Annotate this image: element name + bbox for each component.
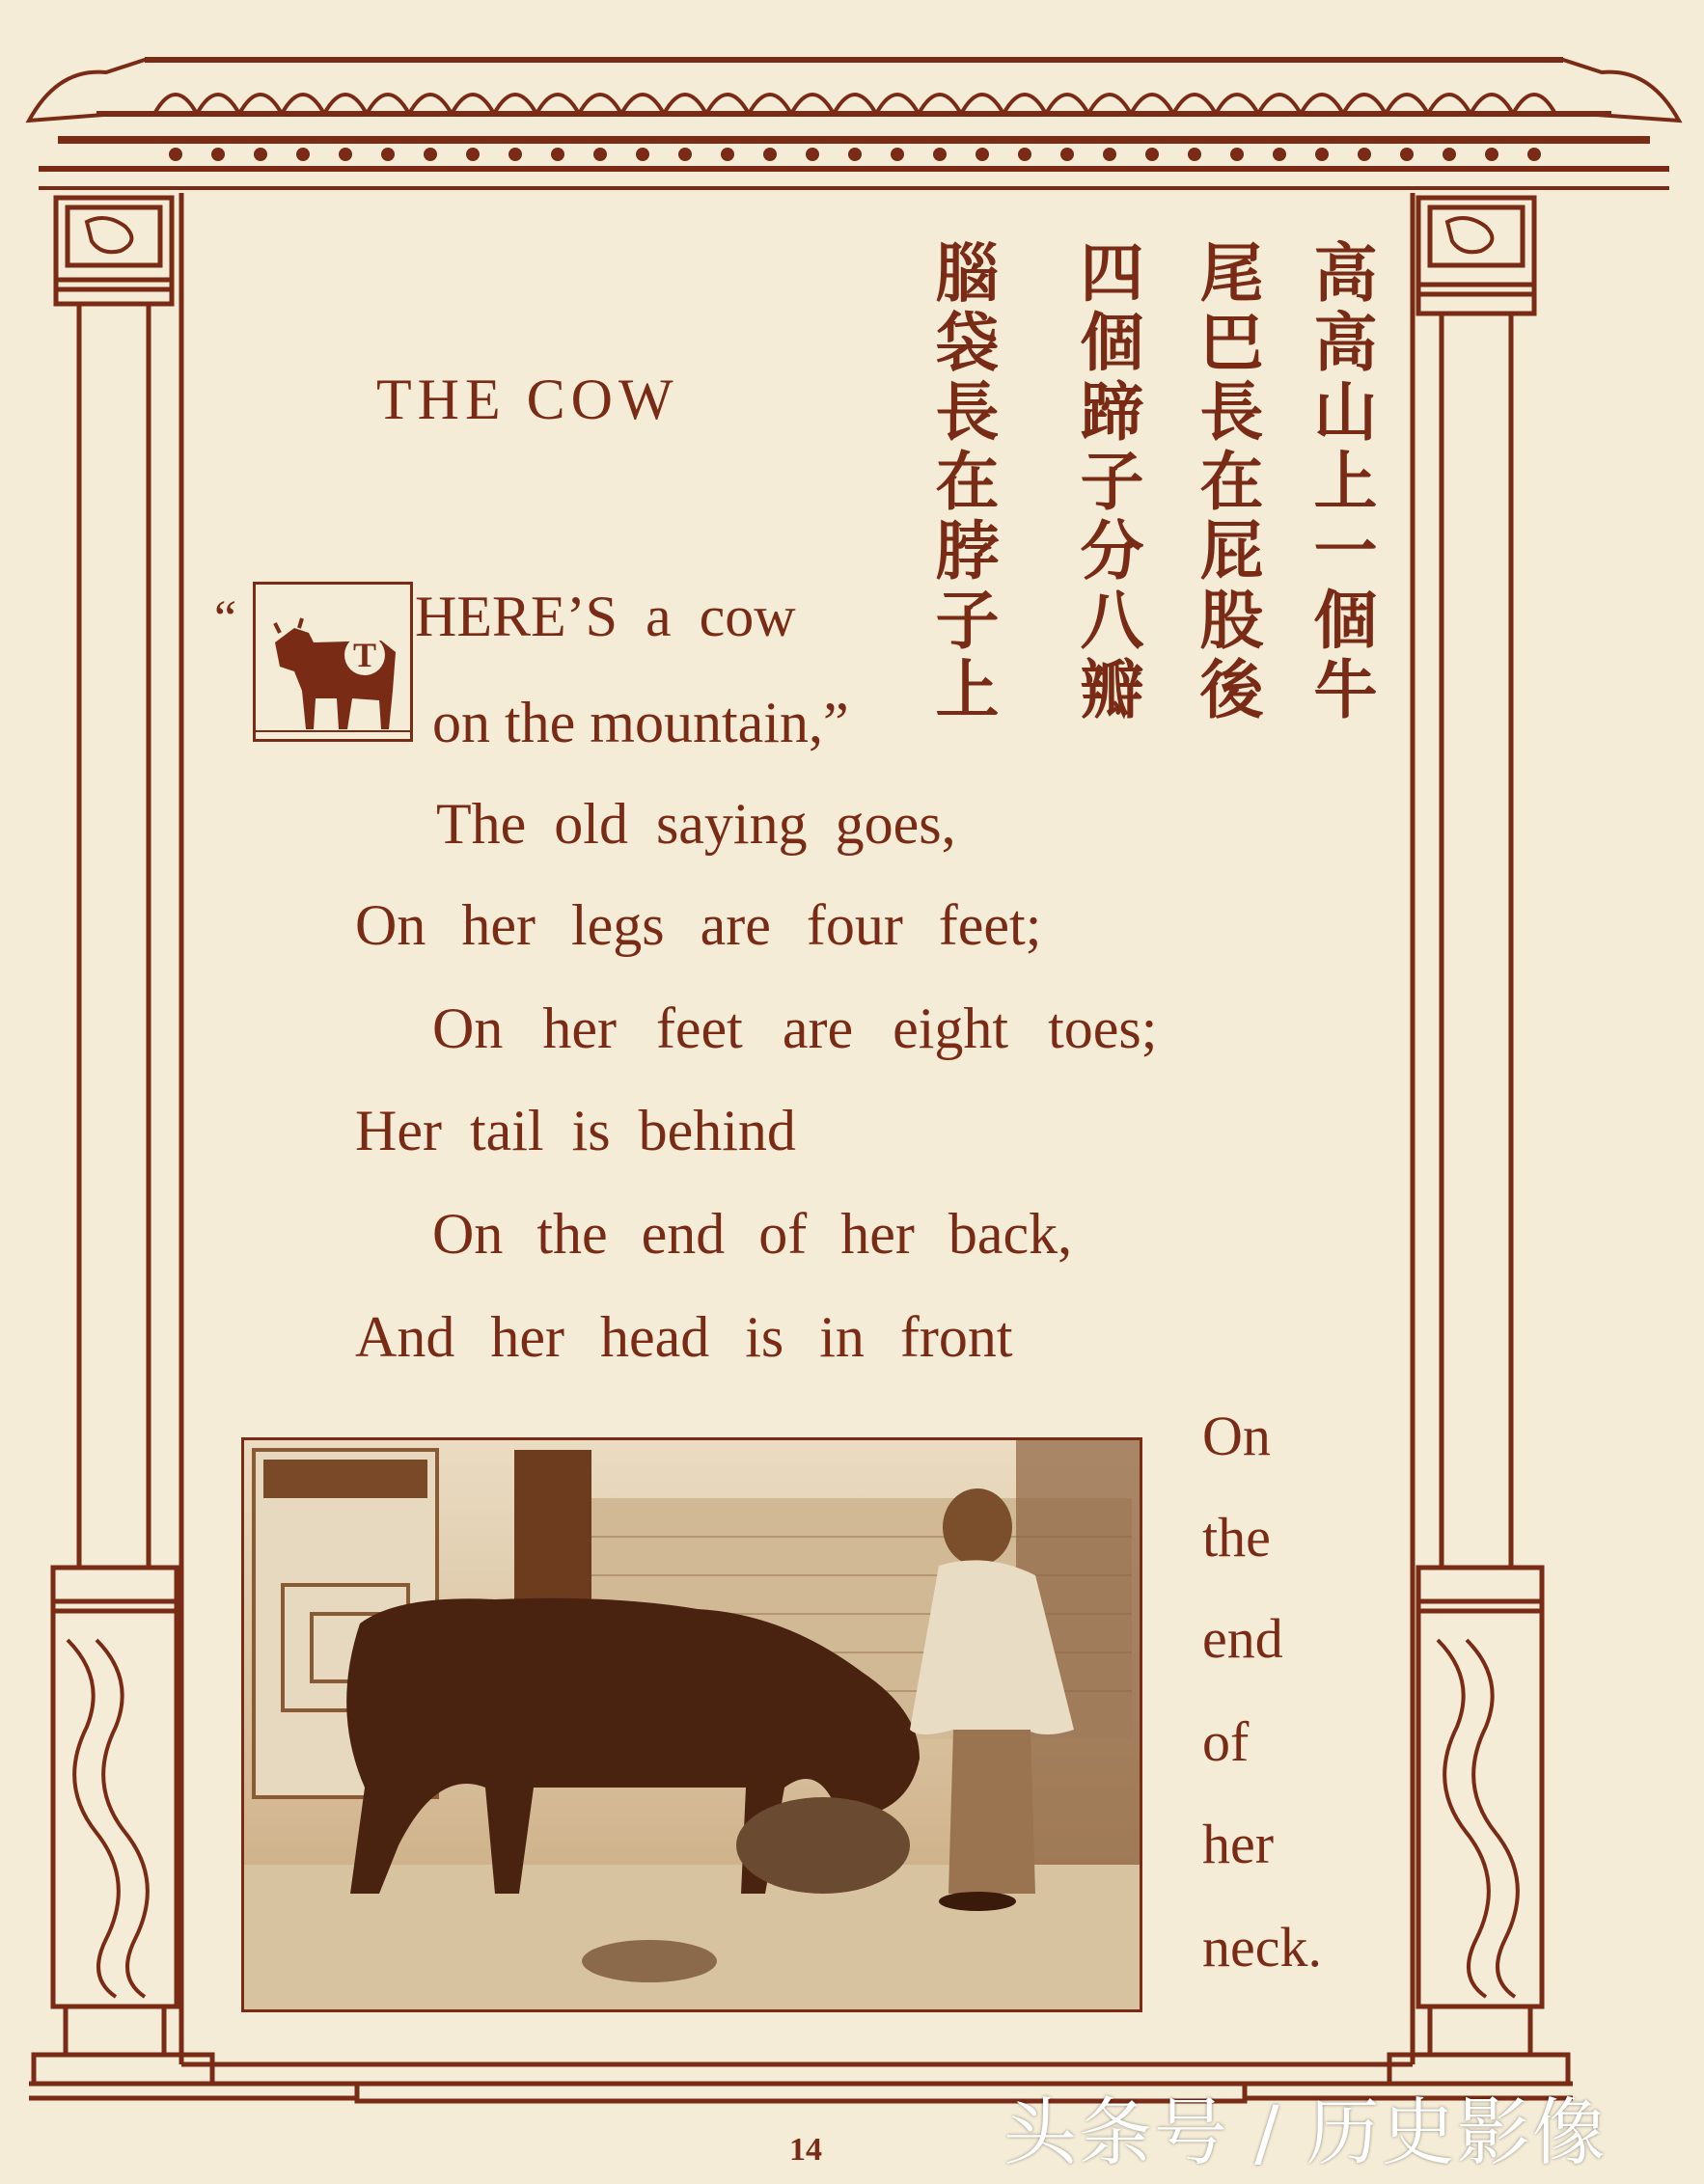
side-word-5: her [1202,1813,1275,1875]
tile-dot [339,148,352,161]
tile-dot [848,148,862,161]
tile-dot [721,148,734,161]
tile-dot [1103,148,1116,161]
tile-dot [1485,148,1498,161]
chinese-line-4: 腦袋長在脖子上 [924,239,1000,725]
roof-ornament [29,60,1679,188]
tile-dot [466,148,480,161]
tile-dot [424,148,437,161]
tile-dot [381,148,395,161]
tile-dot [976,148,989,161]
tile-dot [296,148,310,161]
left-pillar [34,198,212,2084]
side-word-4: of [1202,1710,1250,1773]
tile-dot [1527,148,1541,161]
tile-dot [1273,148,1286,161]
side-word-1: On [1202,1405,1271,1467]
chinese-line-1: 高高山上一個牛 [1303,239,1378,725]
poem-line-8: And her head is in front [355,1305,1013,1369]
photo-scene [244,1440,1140,2009]
cow-icon [256,585,410,739]
tile-dot [211,148,225,161]
poem-line-6: Her tail is behind [355,1099,796,1162]
tile-dot [1230,148,1244,161]
drop-cap [253,582,413,742]
tile-dot [593,148,607,161]
tile-dot [551,148,564,161]
tile-dot [763,148,777,161]
poem-title: THE COW [376,368,679,431]
tile-dot [1018,148,1031,161]
side-word-2: the [1202,1506,1271,1569]
chinese-line-3: 四個蹄子分八瓣 [1069,239,1144,725]
tile-dot [169,148,182,161]
poem-line-5: On her feet are eight toes; [432,996,1158,1060]
opening-quote: “ [214,591,237,646]
tile-dot [806,148,819,161]
tile-dot [1188,148,1201,161]
tile-dot [1358,148,1371,161]
poem-line-2: on the mountain,” [432,691,849,754]
side-word-6: neck. [1202,1916,1322,1979]
tile-dot [636,148,649,161]
poem-line-4: On her legs are four feet; [355,893,1042,957]
side-word-3: end [1202,1607,1283,1670]
poem-line-7: On the end of her back, [432,1202,1073,1266]
chinese-line-2: 尾巴長在屁股後 [1189,239,1264,725]
tile-dot [1315,148,1329,161]
tile-dot [933,148,947,161]
watermark-text: 头条号 / 历史影像 [1003,2089,1608,2175]
poem-line-3: The old saying goes, [436,792,956,856]
tile-dot [1145,148,1159,161]
drop-cap-letter: T [344,635,385,675]
tile-dot [1400,148,1414,161]
page-number: 14 [789,2132,822,2168]
tile-dot [1060,148,1074,161]
tile-dot [508,148,522,161]
tile-dot [254,148,267,161]
tile-dot [678,148,692,161]
tile-dot [891,148,904,161]
tile-dot [1443,148,1456,161]
poem-line-1: HERE’S a cow [415,585,796,648]
cow-photograph [241,1437,1142,2012]
